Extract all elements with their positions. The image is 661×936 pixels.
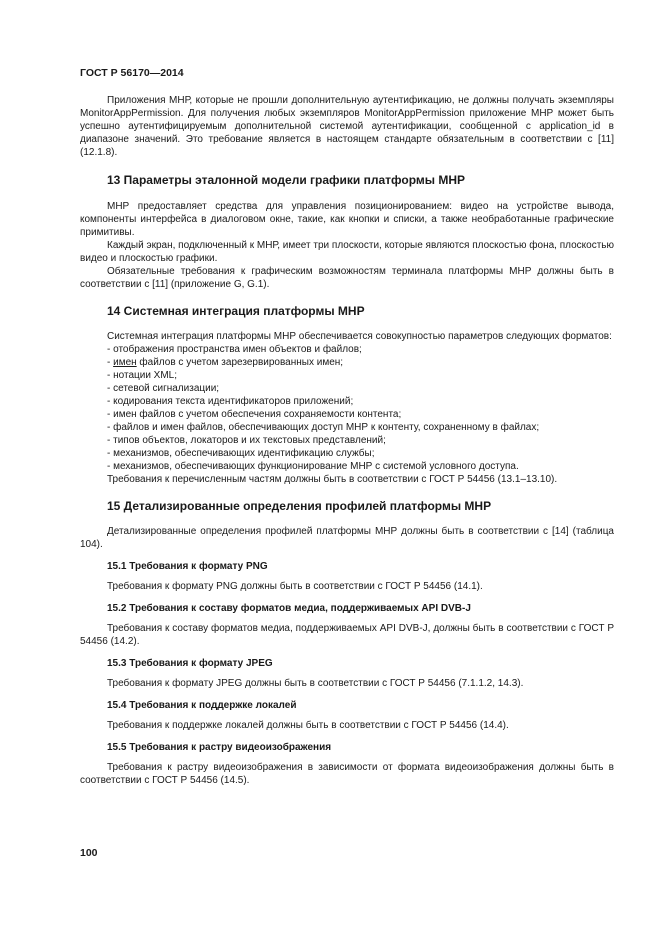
subsection-15-1-title: 15.1 Требования к формату PNG (107, 561, 268, 572)
underlined-word: имен (113, 357, 137, 368)
list-item: - механизмов, обеспечивающих функционирование МНР с системой условного доступа. (107, 461, 519, 472)
section-13-paragraph-3: Обязательные требования к графическим возможностям терминала платформы МНР должны быть в соответствии с [11] (приложение G, G.1). (80, 266, 614, 290)
subsection-15-4-title: 15.4 Требования к поддержке локалей (107, 700, 297, 711)
section-14-list (80, 343, 614, 473)
section-14-paragraph-2: Требования к перечисленным частям должны быть в соответствии с ГОСТ Р 54456 (13.1–13.10). (107, 474, 558, 485)
list-item (80, 356, 614, 369)
subsection-15-4-text: Требования к поддержке локалей должны быть в соответствии с ГОСТ Р 54456 (14.4). (107, 720, 509, 731)
list-item: - механизмов, обеспечивающих идентификацию службы; (107, 448, 375, 459)
subsection-15-5-text: Требования к растру видеоизображения в зависимости от формата видеоизображения должны быть в соответствии с ГОСТ Р 54456 (14.5). (80, 762, 614, 786)
subsection-15-3-title: 15.3 Требования к формату JPEG (107, 658, 273, 669)
section-14-paragraph-1: Системная интеграция платформы МНР обеспечивается совокупностью параметров следующих форматов: (107, 331, 612, 342)
section-15-title: 15 Детализированные определения профилей платформы МНР (107, 499, 492, 513)
section-14-title: 14 Системная интеграция платформы МНР (107, 304, 365, 318)
document-header: ГОСТ Р 56170—2014 (80, 67, 184, 79)
section-15-paragraph-1: Детализированные определения профилей платформы МНР должны быть в соответствии с [14] (таблица 104). (80, 526, 614, 550)
section-13-title: 13 Параметры эталонной модели графики платформы МНР (107, 173, 466, 187)
intro-paragraph: Приложения МНР, которые не прошли дополнительную аутентификацию, не должны получать экземпляры MonitorAppPermission. Для получения любых экземпляров MonitorAppPermission приложение МНР может быть успешно аутентифицируемым дополнительной системой аутентификации, сообщенной с application_id в диапазоне значений. Это требование является в настоящем стандарте обязательным в соответствии с [11] (12.1.8). (80, 95, 614, 158)
subsection-15-1-text: Требования к формату PNG должны быть в соответствии с ГОСТ Р 54456 (14.1). (107, 581, 483, 592)
page-number: 100 (80, 847, 98, 859)
list-item: - нотации XML; (107, 370, 178, 381)
list-item: - файлов и имен файлов, обеспечивающих доступ МНР к контенту, сохраненному в файлах; (107, 422, 540, 433)
list-item: - типов объектов, локаторов и их текстовых представлений; (107, 435, 386, 446)
subsection-15-3-text: Требования к формату JPEG должны быть в соответствии с ГОСТ Р 54456 (7.1.1.2, 14.3). (107, 678, 524, 689)
section-13-paragraph-1: МНР предоставляет средства для управления позиционированием: видео на устройстве вывода, компоненты интерфейса в диалоговом окне, такие, как кнопки и списки, а также необработанные графические примитивы. (80, 201, 614, 238)
document-body (80, 94, 614, 787)
list-item: - отображения пространства имен объектов и файлов; (107, 344, 362, 355)
subsection-15-5-title: 15.5 Требования к растру видеоизображения (107, 742, 332, 753)
list-item: - сетевой сигнализации; (107, 383, 220, 394)
list-item: - имен файлов с учетом обеспечения сохраняемости контента; (107, 409, 402, 420)
list-item-underlined: - имен файлов с учетом зарезервированных имен; (107, 357, 344, 368)
subsection-15-2-title: 15.2 Требования к составу форматов медиа, поддерживаемых API DVB-J (107, 603, 471, 614)
section-13-paragraph-2: Каждый экран, подключенный к МНР, имеет три плоскости, которые являются плоскостью фона, плоскостью видео и плоскостью графики. (80, 240, 614, 264)
subsection-15-2-text: Требования к составу форматов медиа, поддерживаемых API DVB-J, должны быть в соответствии с ГОСТ Р 54456 (14.2). (80, 623, 614, 647)
list-item: - кодирования текста идентификаторов приложений; (107, 396, 354, 407)
